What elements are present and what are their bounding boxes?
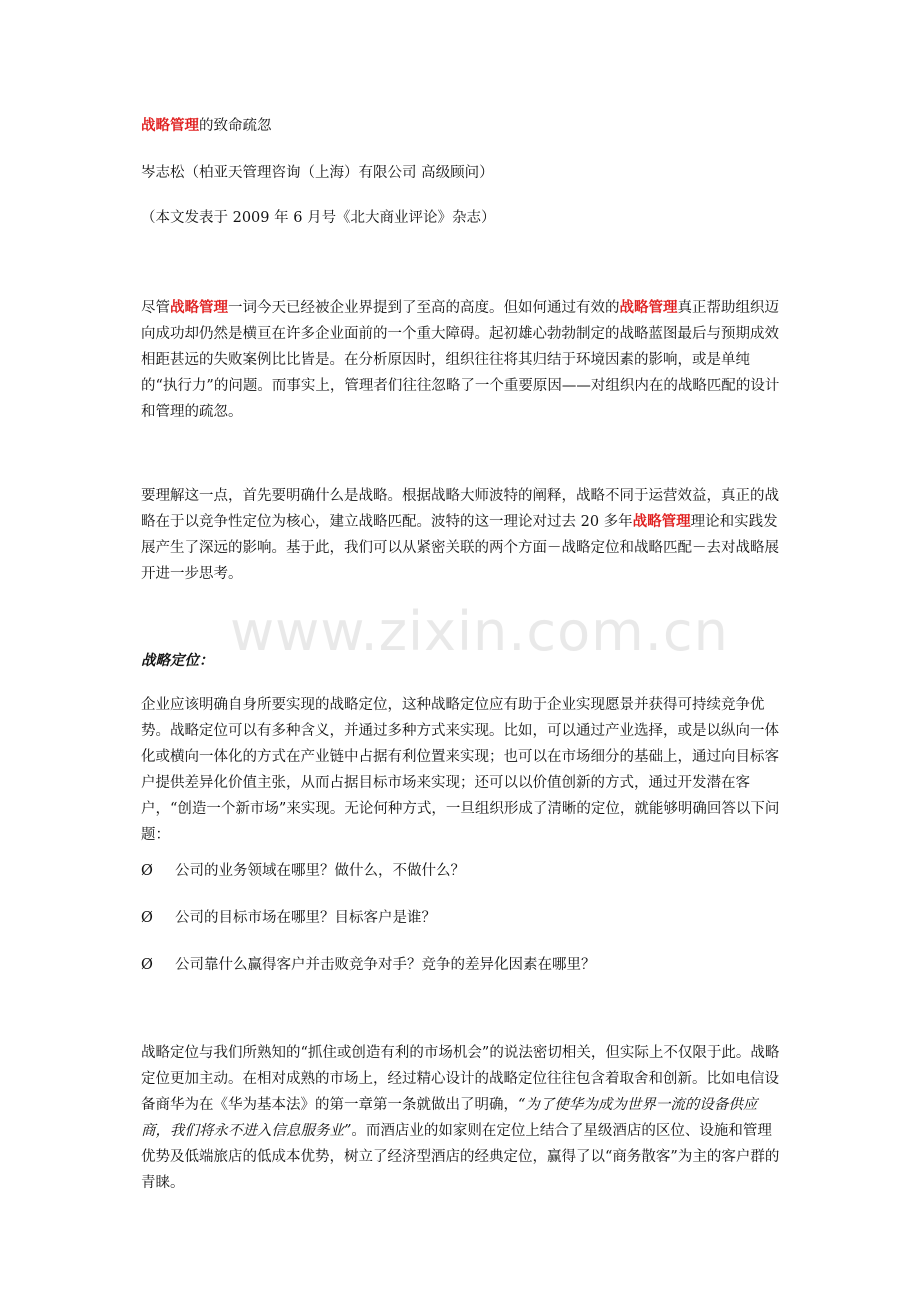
bullet-text: 公司的业务领域在哪里？做什么，不做什么？ [175, 863, 465, 879]
bullet-marker: Ø [141, 957, 153, 973]
p2-keyword-1: 战略管理 [632, 513, 691, 530]
section-heading: 战略定位： [141, 652, 214, 669]
p1-text-3: 真正帮助组织迈向成功却仍然是横亘在许多企业面前的一个重大障碍。起初雄心勃勃制定的战略蓝图最后与预期成效相距甚远的失败案例比比皆是。在分析原因时，组织往往将其归结于环境因素的影响，或是单纯的“执行力”的问题。而事实上，管理者们往往忽略了一个重要原因——对组织内在的战略匹配的设计和管理的疏忽。 [141, 300, 780, 420]
p1-text-1: 尽管 [141, 300, 170, 316]
paragraph-1 [141, 295, 781, 425]
bullet-item [141, 858, 465, 884]
p1-text-2: 一词今天已经被企业界提到了至高的高度。但如何通过有效的 [228, 300, 620, 316]
source-line: （本文发表于 2009 年 6 月号《北大商业评论》杂志） [141, 210, 496, 226]
paragraph-3: 企业应该明确自身所要实现的战略定位，这种战略定位应有助于企业实现愿景并获得可持续竞争优势。战略定位可以有多种含义，并通过多种方式来实现。比如，可以通过产业选择，或是以纵向一体化或横向一体化的方式在产业链中占据有利位置来实现；也可以在市场细分的基础上，通过向目标客户提供差异化价值主张，从而占据目标市场来实现；还可以以价值创新的方式，通过开发潜在客户，“创造一个新市场”来实现。无论何种方式，一旦组织形成了清晰的定位，就能够明确回答以下问题： [141, 697, 780, 843]
p4-quote: “为了使华为成为世界一流的设备供应商，我们将永不进入信息服务业” [141, 1097, 758, 1139]
bullet-item [141, 952, 596, 978]
paragraph-4 [141, 1040, 781, 1196]
bullet-text: 公司的目标市场在哪里？目标客户是谁？ [175, 910, 436, 926]
article-title [141, 113, 781, 139]
p1-keyword-2: 战略管理 [619, 299, 678, 316]
bullet-item [141, 905, 436, 931]
p4-text-2: 。而酒店业的如家则在定位上结合了星级酒店的区位、设施和管理优势及低端旅店的低成本优势，树立了经济型酒店的经典定位，赢得了以“商务散客”为主的客户群的青睐。 [141, 1123, 780, 1191]
p2-text-2: 理论和实践发展产生了深远的影响。基于此，我们可以从紧密关联的两个方面－战略定位和战略匹配－去对战略展开进一步思考。 [141, 514, 779, 582]
bullet-marker: Ø [141, 910, 153, 926]
title-keyword: 战略管理 [141, 117, 199, 134]
p1-keyword-1: 战略管理 [170, 299, 228, 316]
watermark: www.zixin.com.cn [230, 600, 729, 663]
p2-text-1: 要理解这一点，首先要明确什么是战略。根据战略大师波特的阐释，战略不同于运营效益，真正的战略在于以竞争性定位为核心，建立战略匹配。波特的这一理论对过去 20 多年 [141, 488, 779, 530]
paragraph-2 [141, 483, 781, 587]
author-line: 岑志松（柏亚天管理咨询（上海）有限公司 高级顾问） [141, 165, 494, 181]
bullet-text: 公司靠什么赢得客户并击败竞争对手？竞争的差异化因素在哪里？ [175, 957, 596, 973]
bullet-marker: Ø [141, 863, 153, 879]
title-rest: 的致命疏忽 [199, 118, 272, 134]
p4-text-1: 战略定位与我们所熟知的“抓住或创造有利的市场机会”的说法密切相关，但实际上不仅限于此。战略定位更加主动。在相对成熟的市场上，经过精心设计的战略定位往往包含着取舍和创新。比如电信设备商华为在《华为基本法》的第一章第一条就做出了明确， [141, 1045, 780, 1113]
